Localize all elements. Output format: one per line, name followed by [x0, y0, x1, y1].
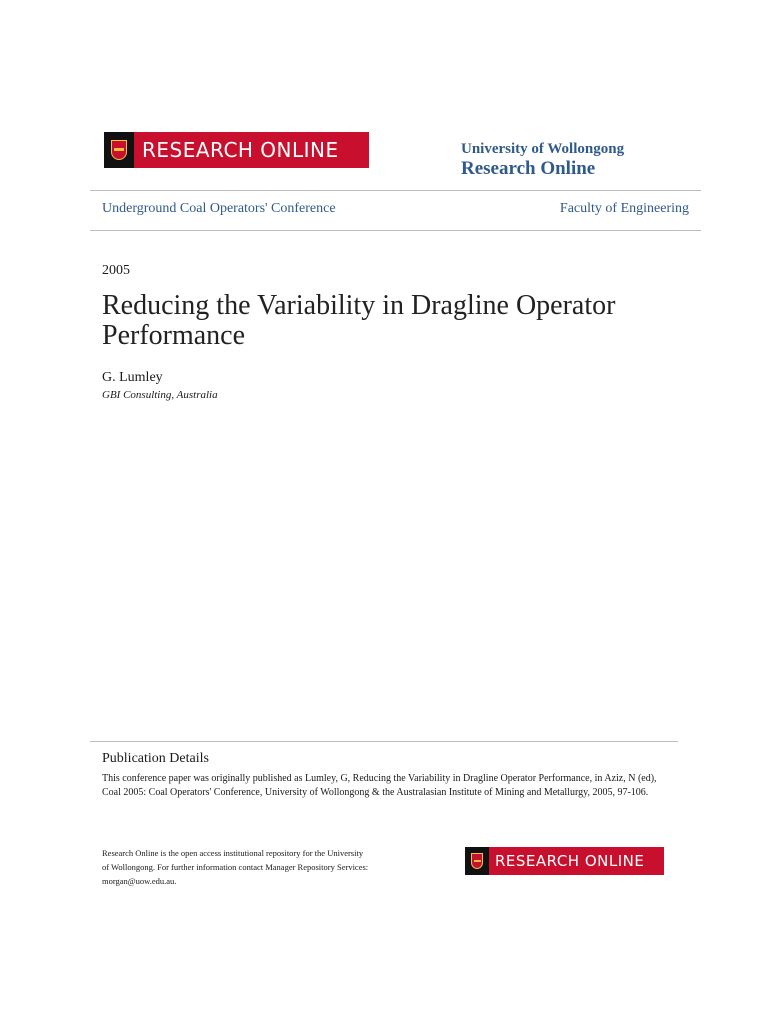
nav-divider [90, 230, 701, 231]
publication-details-text: This conference paper was originally published as Lumley, G, Reducing the Variability in Dragline Operator Performance, in Aziz, N (ed), Coal 2005: Coal Operators' Conference, University of Wollongong & the Australasian Institute of Mining and Metallurgy, 2005, 97-106. [102, 773, 657, 798]
logo-text: RESEARCH ONLINE [142, 138, 339, 162]
research-online-footer-logo [465, 847, 664, 875]
author-affiliation: GBI Consulting, Australia [102, 389, 218, 401]
author-name: G. Lumley [102, 370, 163, 385]
repository-footer-text: Research Online is the open access institutional repository for the University of Wollongong. For further information contact Manager Repository Services: morgan@uow.edu.au. [102, 848, 369, 886]
publication-details-heading: Publication Details [102, 751, 209, 766]
logo-badge [104, 132, 134, 168]
publication-year: 2005 [102, 263, 130, 278]
publication-divider [90, 741, 678, 742]
footer-logo-text: RESEARCH ONLINE [495, 852, 645, 870]
shield-icon [471, 853, 483, 869]
uow-heading [461, 140, 624, 180]
conference-link[interactable]: Underground Coal Operators' Conference [102, 201, 336, 216]
repository-name: Research Online [461, 158, 596, 179]
shield-icon [111, 140, 127, 160]
top-divider [90, 190, 701, 191]
institution-name: University of Wollongong [461, 141, 625, 157]
faculty-link[interactable]: Faculty of Engineering [559, 201, 689, 216]
research-online-logo [104, 132, 369, 168]
footer-logo-badge [465, 847, 489, 875]
paper-title: Reducing the Variability in Dragline Operator Performance [102, 290, 616, 351]
